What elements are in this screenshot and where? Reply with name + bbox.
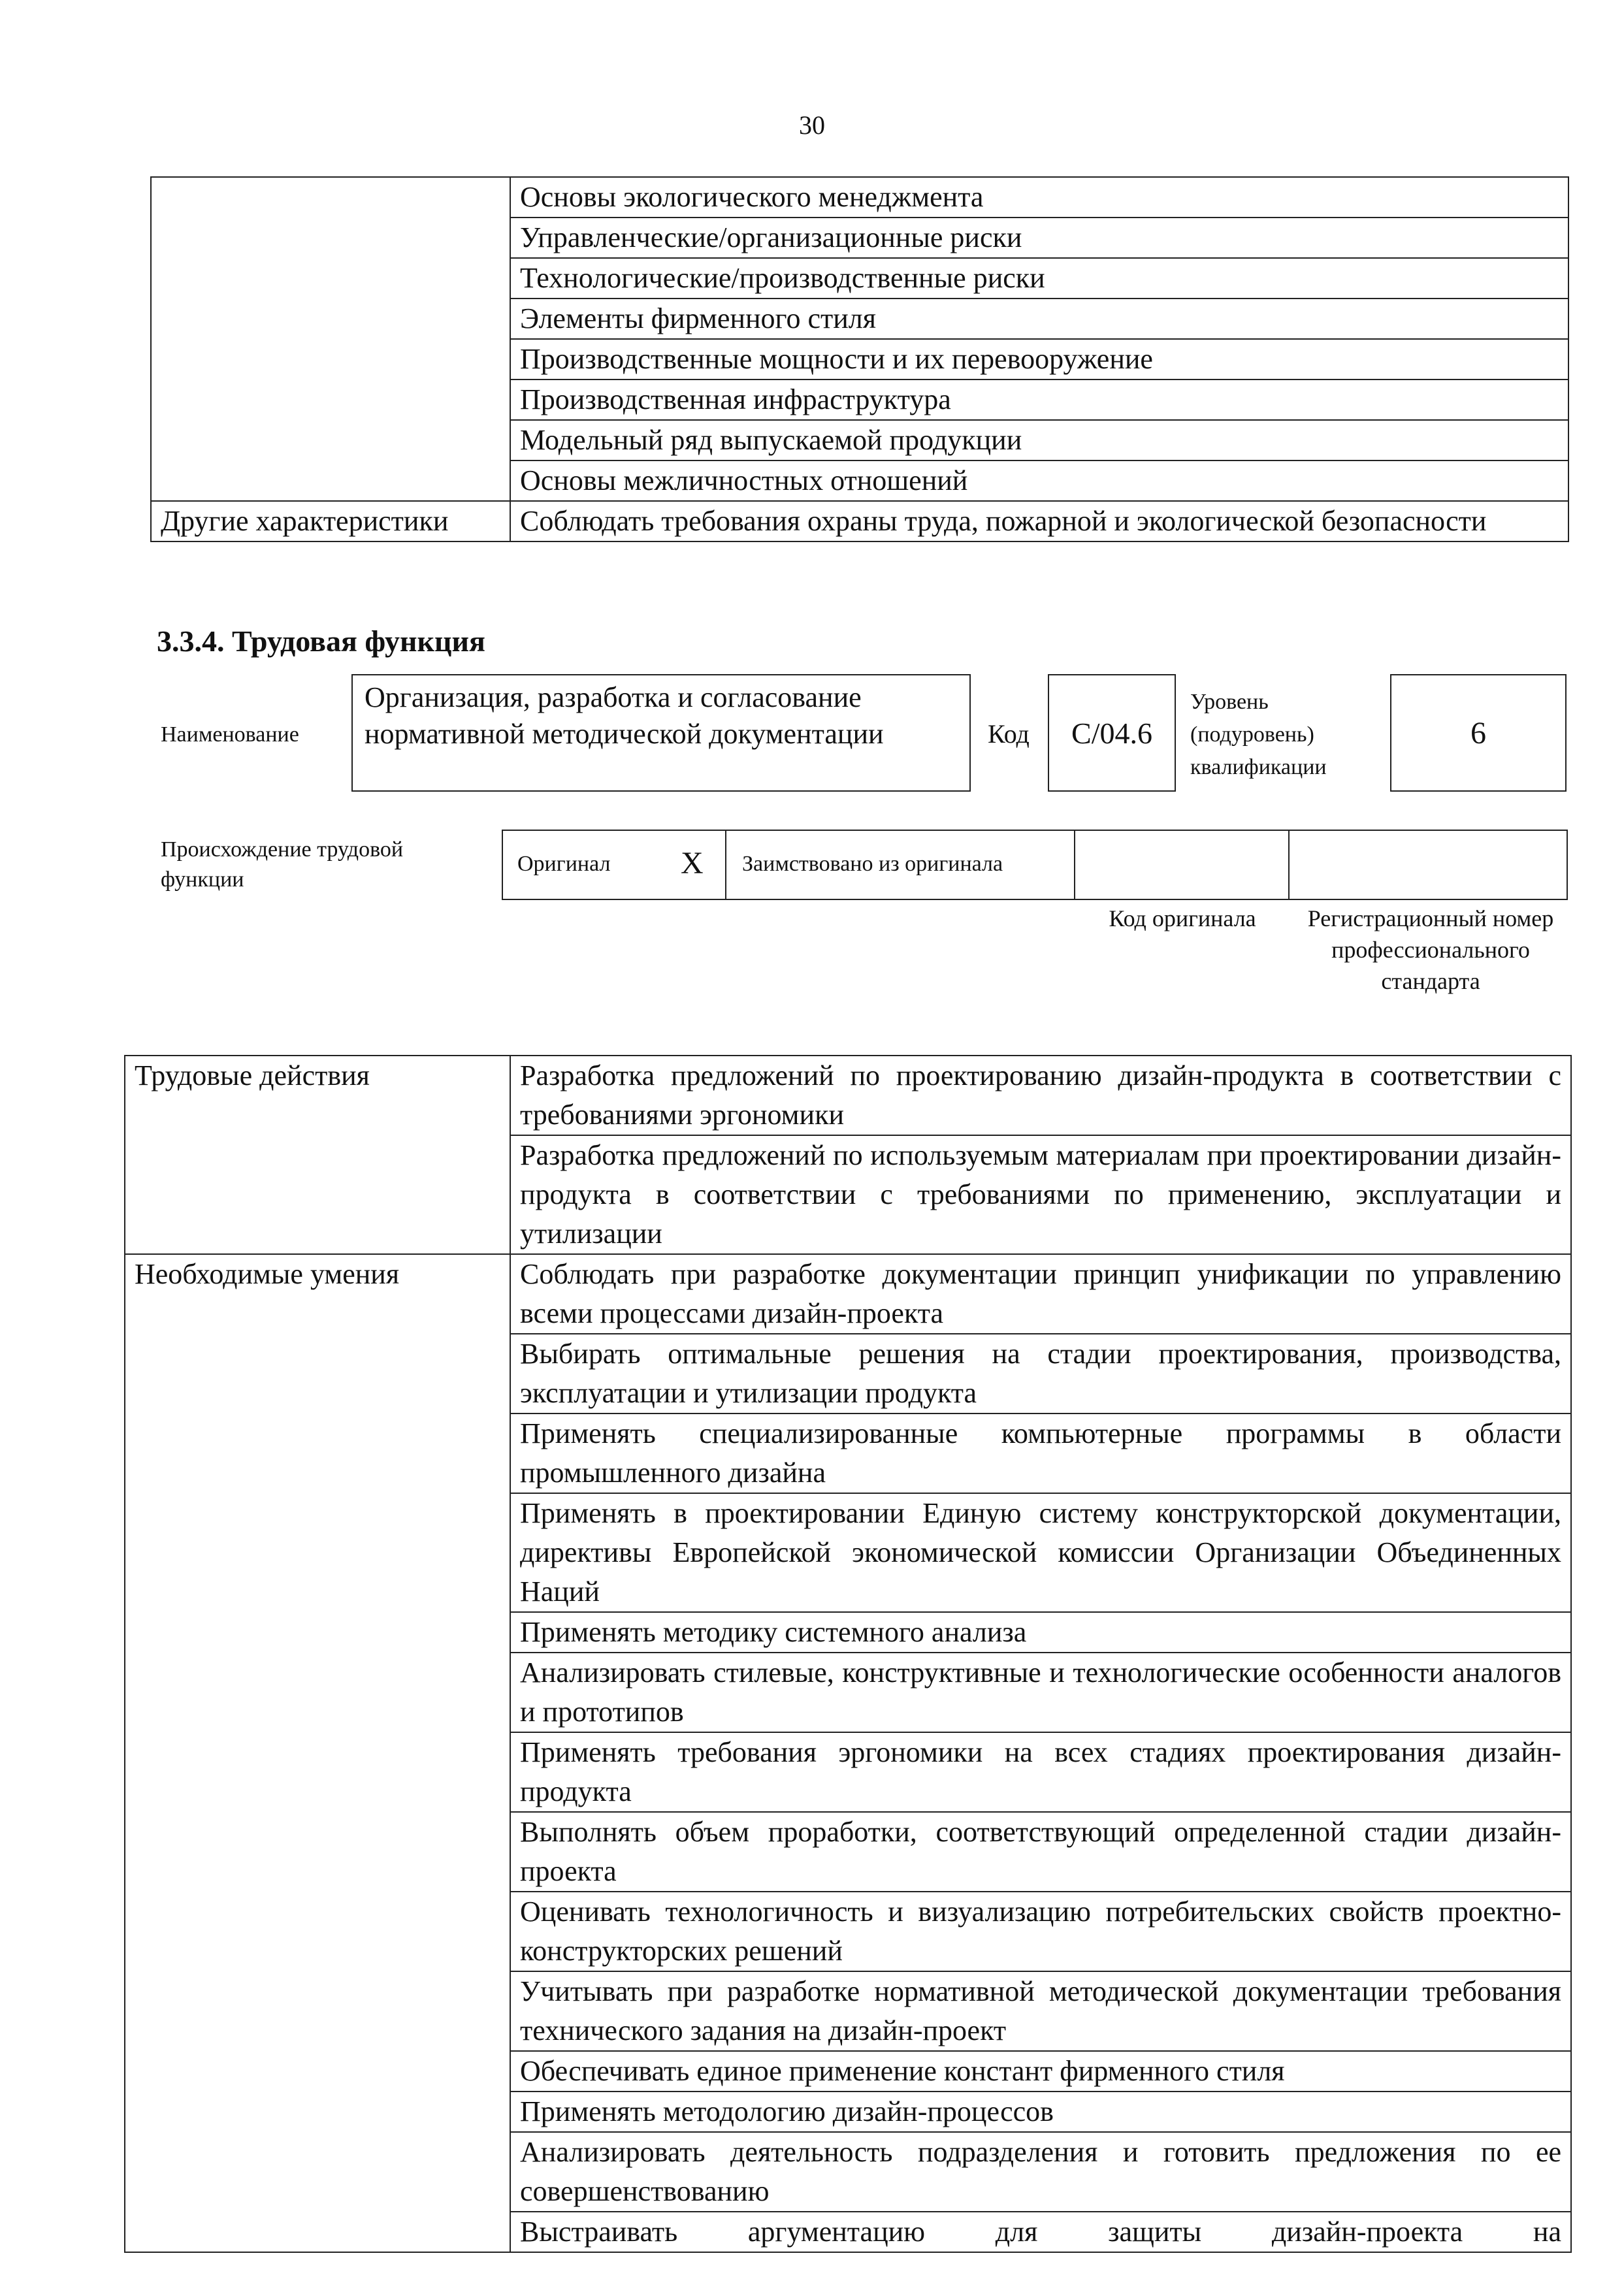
borrowed-label: Заимствовано из оригинала <box>742 852 1003 876</box>
skill-item: Соблюдать при разработке документации принцип унификации по управлению всеми процессами дизайн-проекта <box>510 1254 1571 1334</box>
knowledge-item: Технологические/производственные риски <box>510 258 1568 299</box>
function-name-box: Организация, разработка и согласование нормативной методической документации <box>351 674 971 792</box>
original-mark: X <box>681 846 704 880</box>
code-original-caption: Код оригинала <box>1109 905 1256 931</box>
labor-actions-label: Трудовые действия <box>125 1056 510 1254</box>
origin-box <box>502 830 1568 900</box>
knowledge-item: Элементы фирменного стиля <box>510 299 1568 339</box>
skill-item: Выполнять объем проработки, соответствующий определенной стадии дизайн-проекта <box>510 1812 1571 1892</box>
other-characteristics-text: Соблюдать требования охраны труда, пожарной и экологической безопасности <box>510 501 1568 541</box>
skill-item: Применять методику системного анализа <box>510 1612 1571 1653</box>
empty-label-cell <box>151 177 510 501</box>
skill-item: Выбирать оптимальные решения на стадии проектирования, производства, эксплуатации и утилизации продукта <box>510 1334 1571 1414</box>
labor-action: Разработка предложений по проектированию дизайн-продукта в соответствии с требованиями эргономики <box>510 1056 1571 1135</box>
continued-table <box>150 176 1569 542</box>
level-value-box: 6 <box>1390 674 1567 792</box>
skill-item: Обеспечивать единое применение констант фирменного стиля <box>510 2051 1571 2092</box>
level-label: Уровень (подуровень) квалификации <box>1190 690 1327 779</box>
labor-action: Разработка предложений по используемым материалам при проектировании дизайн-продукта в соответствии с требованиями по применению, эксплуатации и утилизации <box>510 1135 1571 1254</box>
knowledge-item: Производственные мощности и их перевооружение <box>510 339 1568 380</box>
skill-item: Выстраивать аргументацию для защиты дизайн-проекта на <box>510 2212 1571 2252</box>
main-table <box>124 1055 1572 2253</box>
skill-item: Применять специализированные компьютерные программы в области промышленного дизайна <box>510 1414 1571 1493</box>
skill-item: Применять в проектировании Единую систему конструкторской документации, директивы Европейской экономической комиссии Организации Объединенных Наций <box>510 1493 1571 1612</box>
skill-item: Анализировать деятельность подразделения и готовить предложения по ее совершенствованию <box>510 2132 1571 2212</box>
knowledge-item: Модельный ряд выпускаемой продукции <box>510 420 1568 460</box>
reg-number-caption: Регистрационный номер профессионального стандарта <box>1307 905 1554 994</box>
knowledge-item: Основы экологического менеджмента <box>510 177 1568 218</box>
divider <box>1288 831 1290 899</box>
divider <box>1074 831 1075 899</box>
skill-item: Учитывать при разработке нормативной методической документации требования технического задания на дизайн-проект <box>510 1971 1571 2051</box>
name-label: Наименование <box>161 722 299 747</box>
skill-item: Применять методологию дизайн-процессов <box>510 2092 1571 2132</box>
original-label: Оригинал <box>517 852 611 876</box>
knowledge-item: Основы межличностных отношений <box>510 460 1568 501</box>
required-skills-label: Необходимые умения <box>125 1254 510 2252</box>
section-heading: 3.3.4. Трудовая функция <box>157 624 485 658</box>
skill-item: Оценивать технологичность и визуализацию потребительских свойств проектно-конструкторских решений <box>510 1892 1571 1971</box>
divider <box>725 831 726 899</box>
page-number: 30 <box>799 110 825 140</box>
skill-item: Применять требования эргономики на всех стадиях проектирования дизайн-продукта <box>510 1732 1571 1812</box>
other-characteristics-label: Другие характеристики <box>151 501 510 541</box>
origin-label: Происхождение трудовой функции <box>161 837 404 892</box>
skill-item: Анализировать стилевые, конструктивные и технологические особенности аналогов и прототипов <box>510 1653 1571 1732</box>
code-value-box: С/04.6 <box>1048 674 1176 792</box>
knowledge-item: Управленческие/организационные риски <box>510 218 1568 258</box>
knowledge-item: Производственная инфраструктура <box>510 380 1568 420</box>
code-label: Код <box>988 719 1030 749</box>
